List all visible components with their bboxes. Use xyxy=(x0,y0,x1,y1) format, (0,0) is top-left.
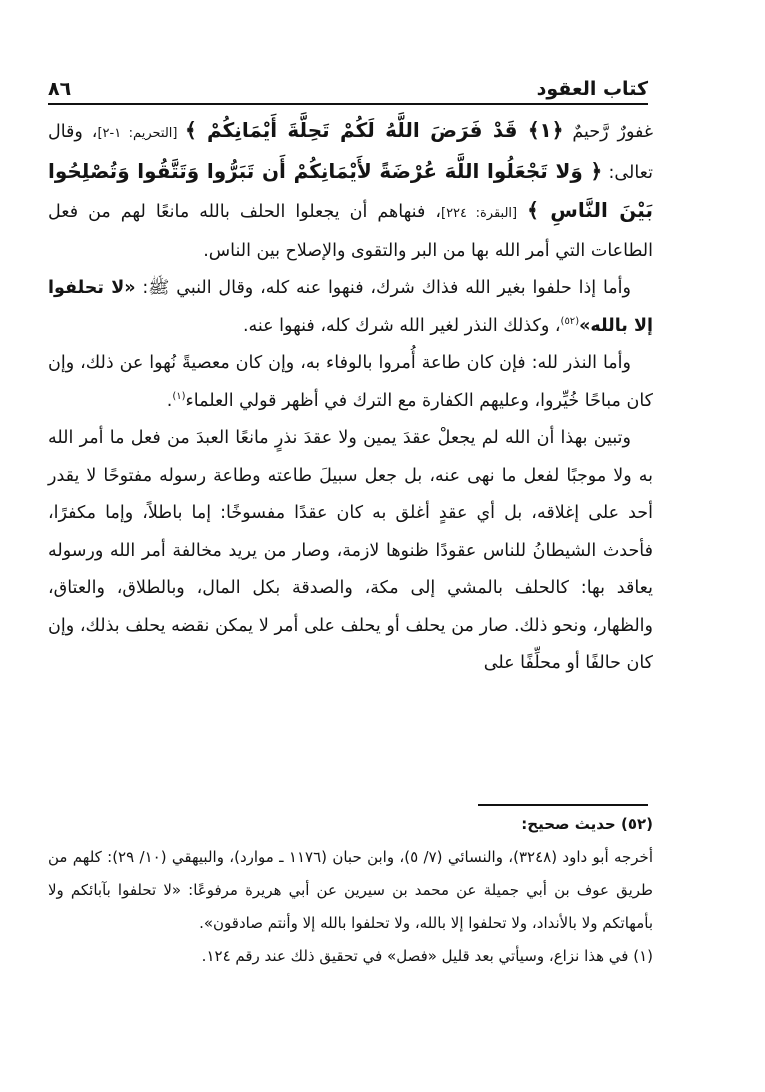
text-run: ، فنهاهم أن يجعلوا الحلف بالله مانعًا لهم من فعل الطاعات التي أمر الله بها من البر والتقوى والإصلاح بين الناس. xyxy=(48,202,653,261)
text-run: غفورٌ رَّحيمٌ xyxy=(563,122,653,142)
footnotes xyxy=(48,808,653,973)
text-run: وأما النذر لله: فإن كان طاعة أُمروا بالوفاء به، وإن كان معصيةً نُهوا عن ذلك، وإن كان مباحًا خُيِّروا، وعليهم الكفارة مع الترك في أظهر قولي العلماء xyxy=(48,353,653,411)
page-number: ٨٦ xyxy=(48,78,72,100)
page-header xyxy=(48,78,648,104)
main-text xyxy=(48,112,653,683)
paragraph-4: وتبين بهذا أن الله لم يجعلْ عقدَ يمين ولا عقدَ نذرٍ مانعًا العبدَ من فعل ما أمر الله به ولا موجبًا لفعل ما نهى عنه، بل جعل سبيلَ طاعته وطاعة رسوله مفتوحًا لا يقدر أحد على إغلاقه، بل أي عقدٍ أغلق به كان عقدًا مفسوخًا: إما باطلاً، وإما مكفرًا، فأحدث الشيطانُ للناس عقودًا ظنوها لازمة، وصار من يريد مخالفة أمر الله ورسوله يعاقد بها: كالحلف بالمشي إلى مكة، والصدقة بكل المال، وبالطلاق، والعتاق، والظهار، ونحو ذلك. صار من يحلف أو يحلف على أمر لا يمكن نقضه يحلف بذلك، وإن كان حالفًا أو محلِّفًا على xyxy=(48,428,653,673)
footnote-52-text: أخرجه أبو داود (٣٢٤٨)، والنسائي (٧/ ٥)، وابن حبان (١١٧٦ ـ موارد)، والبيهقي (١٠/ ٢٩): كلهم من طريق عوف بن أبي جميلة عن محمد بن سيرين عن أبي هريرة مرفوعًا: «لا تحلفوا بآبائكم ولا بأمهاتكم ولا بالأنداد، ولا تحلفوا إلا بالله، ولا تحلفوا بالله إلا وأنتم صادقون». xyxy=(48,848,653,932)
footnote-52-heading: (٥٢) حديث صحيح: xyxy=(521,815,653,833)
footnote-separator xyxy=(478,804,648,806)
quran-quote: قَدْ فَرَضَ اللَّهُ لَكُمْ تَحِلَّةَ أَيْمَانِكُمْ ﴾ xyxy=(184,118,528,142)
running-title: كتاب العقود xyxy=(536,78,648,100)
footnote-marker[interactable]: (١) xyxy=(172,390,186,402)
footnote-1-text: (١) في هذا نزاع، وسيأتي بعد قليل «فصل» في تحقيق ذلك عند رقم ١٢٤. xyxy=(201,947,653,965)
text-run: وأما إذا حلفوا بغير الله فذاك شرك، فنهوا عنه كله، وقال النبي ﷺ: xyxy=(135,278,631,298)
paragraph-2 xyxy=(48,270,653,345)
verse-number: ﴿١﴾ xyxy=(527,118,564,142)
quran-reference: [التحريم: ١-٢] xyxy=(97,126,185,141)
paragraph-1 xyxy=(48,112,653,270)
footnote-marker[interactable]: (٥٢) xyxy=(560,315,580,327)
quran-reference: [البقرة: ٢٢٤] xyxy=(440,206,518,221)
text-run: . xyxy=(166,390,173,411)
quran-quote: ﴿ وَلا تَجْعَلُوا اللَّهَ عُرْضَةً لأَيْمَانِكُمْ أَن تَبَرُّوا وَتَتَّقُوا وَتُصْلِحُوا بَيْنَ النَّاسِ ﴾ xyxy=(48,158,653,222)
hadith-quote: «لا تحلفوا إلا بالله» xyxy=(48,278,653,336)
text-run: ، وقال تعالى: xyxy=(48,122,653,183)
paragraph-3 xyxy=(48,345,653,420)
header-rule xyxy=(48,103,648,105)
text-run: ، وكذلك النذر لغير الله شرك كله، فنهوا عنه. xyxy=(242,315,561,336)
